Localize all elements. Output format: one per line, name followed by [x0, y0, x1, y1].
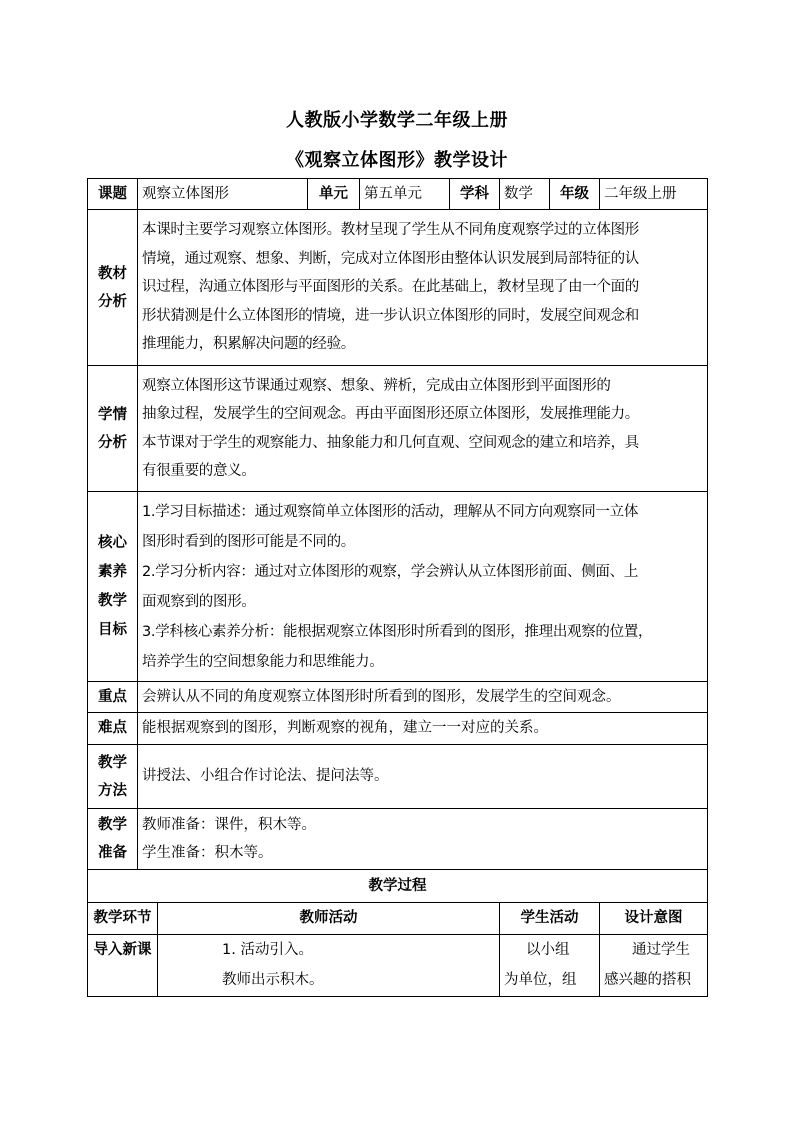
design-intent-header: 设计意图	[600, 903, 708, 935]
info-row	[88, 179, 708, 210]
lesson-plan-table	[87, 178, 708, 997]
prep-content: 教师准备：课件，积木等。 学生准备：积木等。	[138, 809, 708, 870]
difficulty-label: 难点	[88, 713, 138, 745]
prep-label: 教学 准备	[88, 809, 138, 870]
grade-label: 年级	[550, 179, 600, 210]
topic-value: 观察立体图形	[138, 179, 308, 210]
core-goals-label: 核心 素养 教学 目标	[88, 492, 138, 682]
textbook-analysis-row	[88, 210, 708, 366]
student-activity-cell: 以小组 为单位，组	[500, 935, 600, 997]
method-content: 讲授法、小组合作讨论法、提问法等。	[138, 745, 708, 809]
key-point-row	[88, 682, 708, 713]
document-title-line2: 《观察立体图形》教学设计	[286, 150, 508, 171]
document-title-line1: 人教版小学数学二年级上册	[286, 110, 508, 131]
student-activity-header: 学生活动	[500, 903, 600, 935]
unit-label: 单元	[308, 179, 360, 210]
process-row	[88, 935, 708, 997]
student-analysis-content: 观察立体图形这节课通过观察、想象、辨析，完成由立体图形到平面图形的 抽象过程，发展学生的空间观念。再由平面图形还原立体图形，发展推理能力。 本节课对于学生的观察能力、抽象能力和几何直观、空间观念的建立和培养，具 有很重要的意义。	[138, 366, 708, 492]
grade-value: 二年级上册	[600, 179, 708, 210]
stage-cell: 导入新课	[88, 935, 158, 997]
method-row	[88, 745, 708, 809]
textbook-analysis-content: 本课时主要学习观察立体图形。教材呈现了学生从不同角度观察学过的立体图形 情境，通过观察、想象、判断，完成对立体图形由整体认识发展到局部特征的认 识过程，沟通立体图形与平面图形的关系。在此基础上，教材呈现了由一个面的 形状猜测是什么立体图形的情境，进一步认识立体图形的同时，发展空间观念和 推理能力，积累解决问题的经验。	[138, 210, 708, 366]
student-analysis-label: 学情 分析	[88, 366, 138, 492]
prep-row	[88, 809, 708, 870]
process-title: 教学过程	[88, 870, 708, 903]
unit-value: 第五单元	[360, 179, 450, 210]
core-goals-row	[88, 492, 708, 682]
process-header-row	[88, 903, 708, 935]
method-label: 教学 方法	[88, 745, 138, 809]
subject-label: 学科	[450, 179, 500, 210]
design-intent-cell: 通过学生 感兴趣的搭积	[600, 935, 708, 997]
teacher-activity-cell: 1. 活动引入。 教师出示积木。	[158, 935, 500, 997]
process-title-row	[88, 870, 708, 903]
difficulty-content: 能根据观察到的图形，判断观察的视角，建立一一对应的关系。	[138, 713, 708, 745]
textbook-analysis-label: 教材 分析	[88, 210, 138, 366]
key-point-content: 会辨认从不同的角度观察立体图形时所看到的图形，发展学生的空间观念。	[138, 682, 708, 713]
core-goals-content: 1.学习目标描述：通过观察简单立体图形的活动，理解从不同方向观察同一立体 图形时看到的图形可能是不同的。 2.学习分析内容：通过对立体图形的观察，学会辨认从立体图形前面、侧面、上 面观察到的图形。 3.学科核心素养分析：能根据观察立体图形时所看到的图形，推理出观察的位置， 培养学生的空间想象能力和思维能力。	[138, 492, 708, 682]
student-analysis-row	[88, 366, 708, 492]
teacher-activity-header: 教师活动	[158, 903, 500, 935]
stage-header: 教学环节	[88, 903, 158, 935]
topic-label: 课题	[88, 179, 138, 210]
key-point-label: 重点	[88, 682, 138, 713]
difficulty-row	[88, 713, 708, 745]
subject-value: 数学	[500, 179, 550, 210]
